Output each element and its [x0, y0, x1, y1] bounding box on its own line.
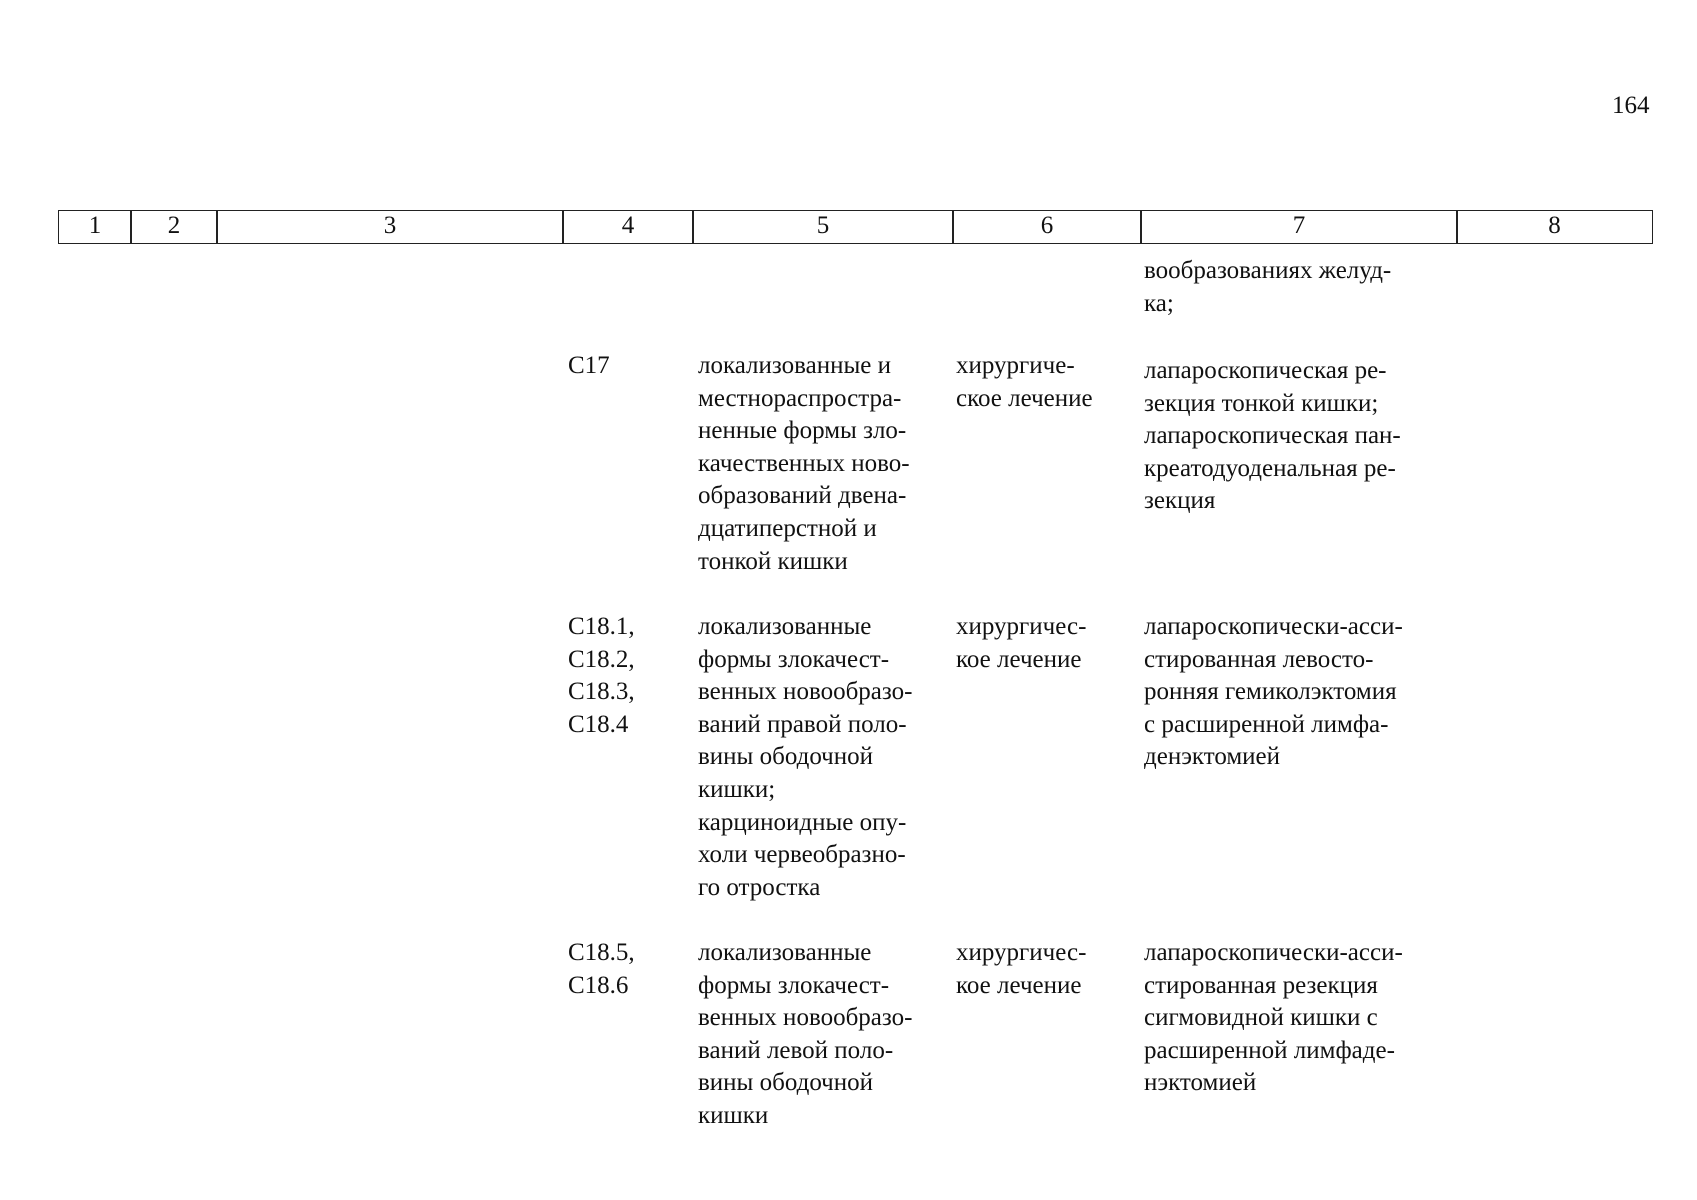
text-line: стированная резекция	[1144, 971, 1378, 999]
row-c18-left-diagnosis-codes	[568, 937, 678, 1002]
table-header-row	[58, 210, 1653, 246]
header-cell-6: 6	[952, 210, 1142, 244]
text-line: хирургичес-	[956, 939, 1087, 966]
text-line: формы злокачест-	[698, 971, 890, 999]
code-line: C18.4	[568, 710, 629, 738]
text-line: стированная левосто-	[1144, 645, 1374, 673]
text-line: расширенной лимфаде-	[1144, 1036, 1395, 1064]
text-line: образований двена-	[698, 482, 907, 510]
header-cell-8: 8	[1456, 210, 1653, 244]
row-c17-treatment-method	[1144, 355, 1449, 518]
code-line: C18.3,	[568, 678, 635, 706]
code-line: C18.6	[568, 971, 629, 999]
text-line: зекция тонкой кишки;	[1144, 389, 1379, 417]
text-line: тонкой кишки	[698, 547, 848, 575]
text-line: ваний левой поло-	[698, 1036, 894, 1064]
text-line: лапароскопическая ре-	[1144, 357, 1387, 384]
row-c18-right-treatment-type	[956, 611, 1141, 676]
header-cell-3: 3	[216, 210, 564, 244]
text-line: формы злокачест-	[698, 645, 890, 673]
text-line: локализованные	[698, 939, 872, 966]
text-line: холи червеобразно-	[698, 841, 906, 869]
text-line: хирургиче-	[956, 352, 1075, 379]
text-line: качественных ново-	[698, 449, 910, 477]
text-line: лапароскопически-асси-	[1144, 613, 1403, 640]
text-line: лапароскопически-асси-	[1144, 939, 1403, 966]
text-line: кое лечение	[956, 645, 1082, 673]
row-c18-left-treatment-type	[956, 937, 1141, 1002]
text-line: ское лечение	[956, 384, 1093, 412]
code-line: C18.5,	[568, 939, 635, 966]
text-line: венных новообразо-	[698, 678, 913, 706]
text-line: ронняя гемиколэктомия	[1144, 678, 1397, 706]
header-cell-5: 5	[692, 210, 954, 244]
text-line: локализованные и	[698, 352, 891, 379]
text-line: с расширенной лимфа-	[1144, 710, 1389, 738]
text-line: венных новообразо-	[698, 1004, 913, 1032]
code-line: C18.2,	[568, 645, 635, 673]
row-c18-right-model-description	[698, 611, 946, 904]
page-number: 164	[1612, 92, 1650, 119]
row-c18-left-model-description	[698, 937, 946, 1133]
text-line: лапароскопическая пан-	[1144, 422, 1401, 450]
header-cell-4: 4	[562, 210, 694, 244]
text-line: нэктомией	[1144, 1069, 1257, 1097]
text-line: ка;	[1144, 289, 1174, 317]
text-line: местнораспростра-	[698, 384, 902, 412]
row-c17-diagnosis-code	[568, 350, 678, 383]
text-line: кишки	[698, 1101, 769, 1129]
header-cell-7: 7	[1140, 210, 1458, 244]
text-line: вины ободочной	[698, 743, 874, 771]
text-line: хирургичес-	[956, 613, 1087, 640]
text-line: вины ободочной	[698, 1069, 874, 1097]
text-line: карциноидные опу-	[698, 808, 907, 836]
row-c18-right-diagnosis-codes	[568, 611, 678, 741]
text-line: ваний правой поло-	[698, 710, 907, 738]
text-line: локализованные	[698, 613, 872, 640]
row-c17-treatment-type	[956, 350, 1141, 415]
continuation-treatment-method	[1144, 255, 1449, 320]
row-c18-right-treatment-method	[1144, 611, 1449, 774]
text-line: ненные формы зло-	[698, 417, 907, 445]
text-line: сигмовидной кишки с	[1144, 1004, 1378, 1032]
text-line: денэктомией	[1144, 743, 1281, 771]
text-line: кое лечение	[956, 971, 1082, 999]
code-line: C17	[568, 352, 610, 379]
header-cell-1: 1	[58, 210, 132, 244]
text-line: го отростка	[698, 873, 821, 901]
text-line: зекция	[1144, 487, 1216, 515]
code-line: C18.1,	[568, 613, 635, 640]
text-line: вообразованиях желуд-	[1144, 257, 1392, 284]
row-c18-left-treatment-method	[1144, 937, 1449, 1100]
text-line: кишки;	[698, 775, 776, 803]
row-c17-model-description	[698, 350, 946, 578]
text-line: дцатиперстной и	[698, 514, 877, 542]
header-cell-2: 2	[130, 210, 218, 244]
text-line: креатодуоденальная ре-	[1144, 454, 1396, 482]
